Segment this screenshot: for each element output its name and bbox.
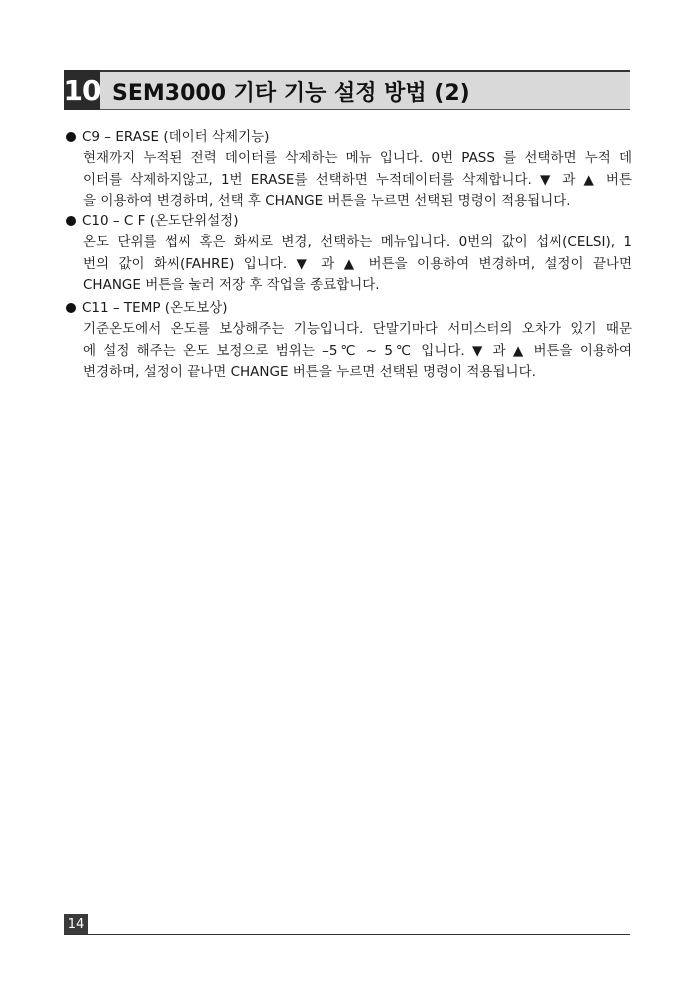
paragraph-line: 번의 값이 화씨(FAHRE) 입니다. ▼ 과 ▲ 버튼을 이용하여 변경하며, 설정이 끝나면 bbox=[83, 255, 632, 272]
bullet-icon bbox=[66, 132, 76, 142]
chapter-title: SEM3000 기타 기능 설정 방법 (2) bbox=[112, 81, 470, 106]
paragraph-line: 을 이용하여 변경하며, 선택 후 CHANGE 버튼을 누르면 선택된 명령이 적용됩니다. bbox=[83, 193, 571, 209]
page-number: 14 bbox=[64, 914, 88, 935]
section-c11-temp bbox=[66, 297, 634, 384]
section-heading-text: C11 – TEMP (온도보상) bbox=[82, 300, 228, 316]
footer-divider bbox=[64, 934, 630, 935]
bullet-icon bbox=[66, 303, 76, 313]
section-heading bbox=[66, 297, 634, 319]
section-heading bbox=[66, 126, 634, 148]
paragraph-line: 온도 단위를 썹씨 혹은 화씨로 변경, 선택하는 메뉴입니다. 0번의 값이 섭씨(CELSI), 1 bbox=[83, 234, 632, 250]
section-c9-erase bbox=[66, 126, 634, 213]
section-heading-text: C9 – ERASE (데이터 삭제기능) bbox=[82, 129, 270, 145]
paragraph-line: 현재까지 누적된 전력 데이터를 삭제하는 메뉴 입니다. 0번 PASS 를 선택하면 누적 데 bbox=[83, 150, 632, 166]
section-heading bbox=[66, 210, 634, 232]
paragraph-line: 에 설정 해주는 온도 보정으로 범위는 –5℃ ~ 5℃ 입니다. ▼ 과 ▲ 버튼을 이용하여 bbox=[83, 342, 632, 359]
paragraph-line: 변경하며, 설정이 끝나면 CHANGE 버튼을 누르면 선택된 명령이 적용됩니다. bbox=[83, 364, 536, 380]
chapter-number-badge: 10 bbox=[64, 70, 100, 110]
bullet-icon bbox=[66, 216, 76, 226]
section-heading-text: C10 – C F (온도단위설정) bbox=[82, 213, 239, 229]
section-c10-cf bbox=[66, 210, 634, 297]
chapter-header bbox=[64, 70, 630, 110]
paragraph-line: CHANGE 버튼을 눌러 저장 후 작업을 종료합니다. bbox=[83, 277, 380, 293]
paragraph-line: 기준온도에서 온도를 보상해주는 기능입니다. 단말기마다 서미스터의 오차가 있기 때문 bbox=[83, 321, 632, 337]
paragraph-line: 이터를 삭제하지않고, 1번 ERASE를 선택하면 누적데이터를 삭제합니다. ▼ 과 ▲ 버튼 bbox=[83, 171, 632, 188]
